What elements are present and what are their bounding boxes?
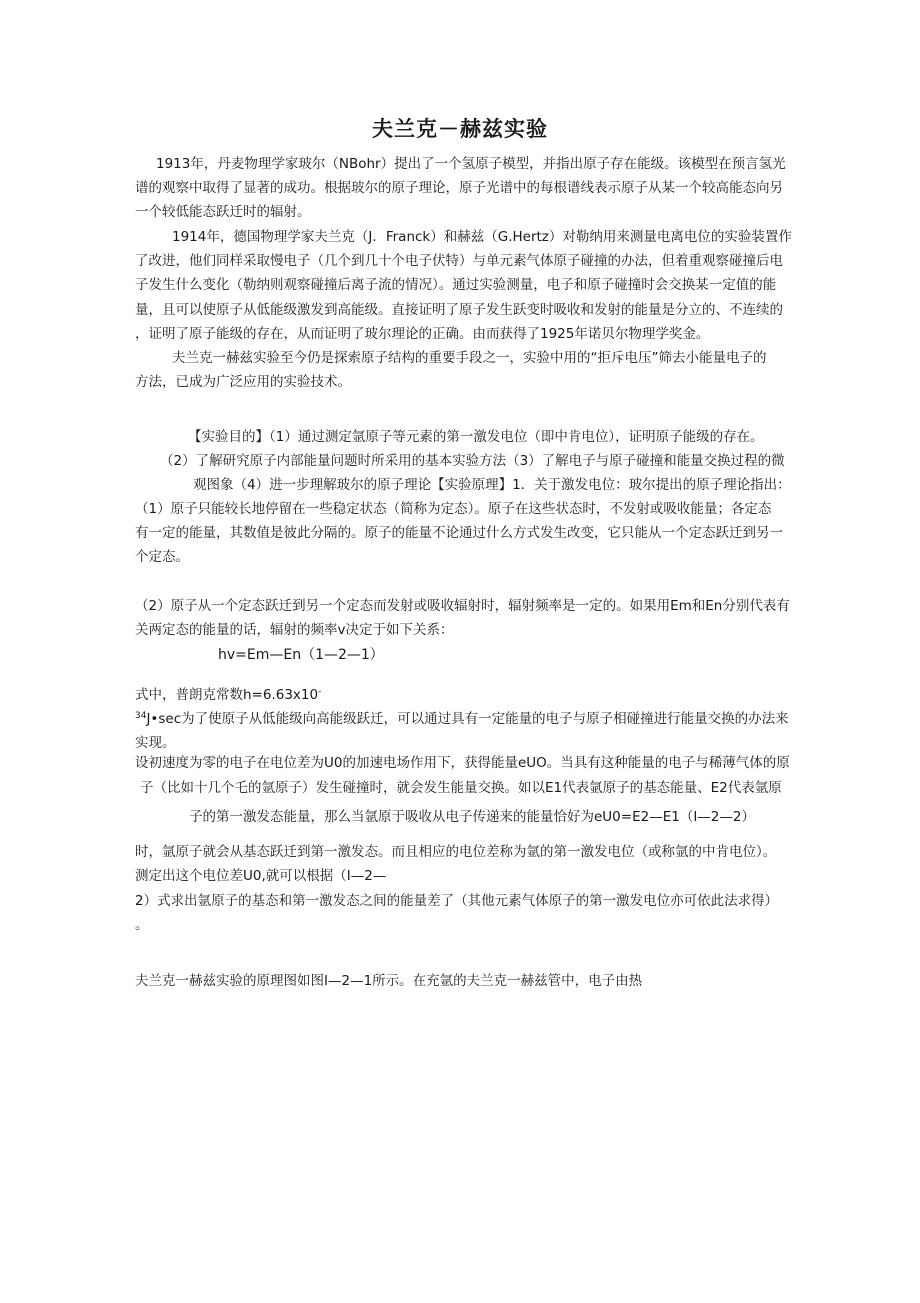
intro-p1-line3: 一个较低能态跃迁时的辐射。: [135, 204, 311, 220]
principle1-line3: 个定态。: [135, 549, 189, 565]
principle1-line2: 有一定的能量，其数值是彼此分隔的。原子的能量不论通过什么方式发生改变，它只能从一个定态跃迁到另一: [135, 525, 783, 541]
principle2-line2: 关两定态的能量的话，辐射的频率v决定于如下关系：: [135, 622, 454, 638]
collision-line2: 子（比如十几个乇的氩原子）发生碰撞时，就会发生能量交换。如以E1代表氩原子的基态能量、E2代表氩原: [140, 780, 782, 796]
planck-line3: 实现。: [135, 735, 176, 751]
intro-p1-line2: 谱的观察中取得了显著的成功。根据玻尔的原子理论，原子光谱中的每根谱线表示原子从某一个较高能态向另: [135, 180, 783, 196]
planck-line2-text: J•sec为了使原子从低能级向高能级跃迁，可以通过具有一定能量的电子与原子相碰撞进行能量交换的办法来: [146, 711, 789, 727]
excite-line3: 2）式求出氩原子的基态和第一激发态之间的能量差了（其他元素气体原子的第一激发电位亦可依此法求得）: [135, 893, 779, 909]
intro-p3-line2: 方法，已成为广泛应用的实验技术。: [135, 374, 351, 390]
intro-p2-line1: 1914年，德国物理学家夫兰克（J．Franck）和赫兹（G.Hertz）对勒纳用来测量电离电位的实验装置作: [172, 229, 792, 245]
intro-p2-line2: 了改进，他们同样采取慢电子（几个到几十个电子伏特）与单元素气体原子碰撞的办法，但着重观察碰撞后电: [135, 253, 783, 269]
document-title: 夫兰克－赫兹实验: [372, 117, 548, 141]
excite-line2: 测定出这个电位差U0,就可以根据（I—2—: [135, 868, 387, 884]
collision-line1: 设初速度为零的电子在电位差为U0的加速电场作用下，获得能量eUO。当具有这种能量的电子与稀薄气体的原: [135, 755, 790, 771]
planck-superscript-minus: -: [318, 687, 322, 697]
planck-exponent: 34: [135, 711, 147, 721]
planck-line2: [135, 710, 789, 730]
principle2-line1: （2）原子从一个定态跃迁到另一个定态而发射或吸收辐射时，辐射频率是一定的。如果用Em和En分别代表有: [135, 598, 790, 614]
purpose-line1: 【实验目的】（1）通过测定氩原子等元素的第一激发电位（即中肯电位），证明原子能级的存在。: [188, 429, 764, 445]
purpose-line3: 观图象（4）进一步理解玻尔的原子理论【实验原理】1．关于激发电位：玻尔提出的原子理论指出：: [193, 477, 791, 493]
formula-1-2-1: hv=Em—En（1—2—1）: [218, 647, 384, 663]
intro-p2-line4: 量，且可以使原子从低能级激发到高能级。直接证明了原子发生跃变时吸收和发射的能量是分立的、不连续的: [135, 302, 783, 318]
intro-p2-line3: 子发生什么变化（勒纳则观察碰撞后离子流的情况）。通过实验测量，电子和原子碰撞时会交换某一定值的能: [135, 277, 777, 293]
principle1-line1: （1）原子只能较长地停留在一些稳定状态（简称为定态）。原子在这些状态时，不发射或吸收能量；各定态: [135, 501, 772, 517]
collision-line3: 子的第一激发态能量，那么当氩原于吸收从电子传递来的能量恰好为eU0=E2—E1（I—2—2）: [189, 809, 755, 825]
planck-line1: [135, 686, 321, 706]
intro-p2-line5: ，证明了原子能级的存在，从而证明了玻尔理论的正确。由而获得了1925年诺贝尔物理学奖金。: [135, 326, 710, 342]
intro-p1-line1: 1913年，丹麦物理学家玻尔（NBohr）提出了一个氢原子模型，并指出原子存在能级。该模型在预言氢光: [156, 156, 786, 172]
purpose-line2: （2）了解研究原子内部能量问题时所采用的基本实验方法（3）了解电子与原子碰撞和能量交换过程的微: [160, 453, 785, 469]
intro-p3-line1: 夫兰克一赫兹实验至今仍是探索原子结构的重要手段之一，实验中用的“拒斥电压”筛去小能量电子的: [172, 350, 767, 366]
excite-line4: 。: [135, 917, 149, 933]
apparatus-line1: 夫兰克一赫兹实验的原理图如图I—2—1所示。在充氩的夫兰克一赫兹管中，电子由热: [135, 973, 643, 989]
excite-line1: 时，氩原子就会从基态跃迁到第一激发态。而且相应的电位差称为氩的第一激发电位（或称氩的中肯电位）。: [135, 844, 777, 860]
planck-prefix: 式中，普朗克常数h=6.63x10: [135, 687, 319, 703]
